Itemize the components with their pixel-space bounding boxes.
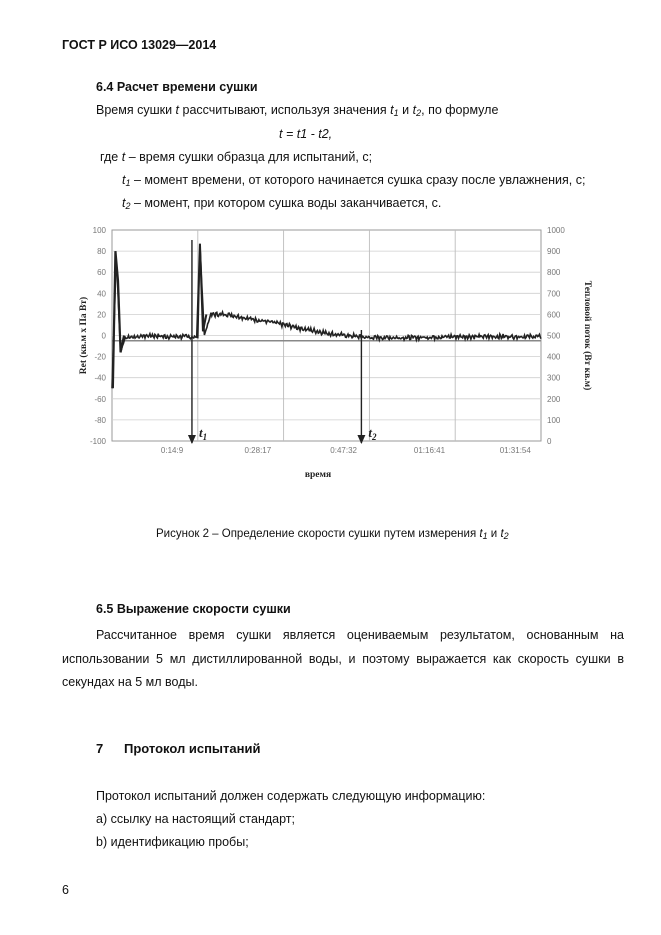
y-left-tick-label: -60 bbox=[94, 394, 106, 404]
marker-arrowhead bbox=[188, 435, 196, 444]
y-right-tick-label: 200 bbox=[547, 394, 561, 404]
marker-label: $t_1$ bbox=[198, 425, 208, 442]
text: , по формуле bbox=[421, 103, 499, 117]
chart-series bbox=[112, 244, 541, 389]
y-left-tick-label: 80 bbox=[97, 247, 106, 257]
y-right-tick-label: 700 bbox=[547, 289, 561, 299]
list-item: а) ссылку на настоящий стандарт; bbox=[96, 812, 295, 826]
series-t1-spike bbox=[197, 244, 206, 337]
y-left-tick-label: 100 bbox=[92, 226, 106, 235]
y-right-tick-label: 800 bbox=[547, 268, 561, 278]
y-right-tick-label: 900 bbox=[547, 247, 561, 257]
marker-arrowhead bbox=[357, 435, 365, 444]
y-left-tick-label: 0 bbox=[101, 331, 106, 341]
text: Время сушки bbox=[96, 103, 173, 117]
definition-t2: $t_2$ – момент, при котором сушка воды заканчивается, с. bbox=[122, 196, 442, 211]
document-header: ГОСТ Р ИСО 13029—2014 bbox=[62, 38, 217, 52]
y-right-tick-label: 300 bbox=[547, 373, 561, 383]
chart-ylabel-left: Ret (кв.м х Па Вт) bbox=[79, 296, 89, 375]
y-right-tick-label: 600 bbox=[547, 310, 561, 320]
y-left-tick-label: 60 bbox=[97, 268, 106, 278]
y-left-tick-label: -80 bbox=[94, 415, 106, 425]
text: и bbox=[402, 103, 410, 117]
drying-rate-chart bbox=[0, 218, 661, 490]
var-t: t bbox=[175, 103, 180, 117]
list-item: b) идентификацию пробы; bbox=[96, 835, 249, 849]
x-tick-label: 01:31:54 bbox=[499, 446, 531, 455]
x-tick-label: 01:16:41 bbox=[413, 446, 446, 455]
definition-t1: $t_1$ – момент времени, от которого начинается сушка сразу после увлажнения, с; bbox=[122, 173, 586, 188]
y-left-tick-label: -40 bbox=[94, 373, 106, 383]
marker-label: $t_2$ bbox=[368, 425, 377, 442]
formula: t = t1 - t2, bbox=[279, 127, 333, 141]
section-7-intro: Протокол испытаний должен содержать следующую информацию: bbox=[96, 789, 486, 803]
chart-ylabel-right: Тепловой поток (Вт кв.м) bbox=[582, 280, 592, 391]
section-6-4-line1 bbox=[96, 103, 498, 118]
y-left-tick-label: -20 bbox=[94, 352, 106, 362]
x-tick-label: 0:28:17 bbox=[244, 446, 272, 455]
section-7-title: Протокол испытаний bbox=[124, 741, 261, 756]
y-right-tick-label: 1000 bbox=[547, 226, 565, 235]
chart-xlabel: время bbox=[304, 470, 332, 480]
definition-t: где t – время сушки образца для испытаний, с; bbox=[100, 150, 373, 164]
series-start-spike bbox=[113, 251, 124, 388]
y-right-tick-label: 100 bbox=[547, 415, 561, 425]
y-left-tick-label: 40 bbox=[97, 289, 106, 299]
section-6-5-paragraph: Рассчитанное время сушки является оцениваемым результатом, основанным на использовании 5 мл дистиллированной воды, и поэтому выражается как скорость сушки в секундах на 5 мл воды. bbox=[62, 628, 624, 689]
y-left-tick-label: -100 bbox=[89, 437, 106, 446]
section-7-number: 7 bbox=[96, 741, 104, 756]
section-6-4-title: 6.4 Расчет времени сушки bbox=[96, 80, 258, 94]
y-left-tick-label: 20 bbox=[97, 310, 106, 320]
text: рассчитывают, используя значения bbox=[182, 103, 387, 117]
y-right-tick-label: 400 bbox=[547, 352, 561, 362]
var-t2: $t_2$ bbox=[412, 103, 422, 118]
y-right-tick-label: 0 bbox=[547, 437, 552, 446]
chart-markers bbox=[188, 240, 377, 444]
y-right-tick-label: 500 bbox=[547, 331, 561, 341]
x-tick-label: 0:14:9 bbox=[160, 446, 184, 455]
figure-caption: Рисунок 2 – Определение скорости сушки путем измерения $t_1$ и $t_2$ bbox=[156, 528, 509, 541]
page-number: 6 bbox=[62, 883, 69, 897]
x-tick-label: 0:47:32 bbox=[330, 446, 358, 455]
var-t1: $t_1$ bbox=[390, 103, 399, 118]
section-6-5-title: 6.5 Выражение скорости сушки bbox=[96, 602, 291, 616]
